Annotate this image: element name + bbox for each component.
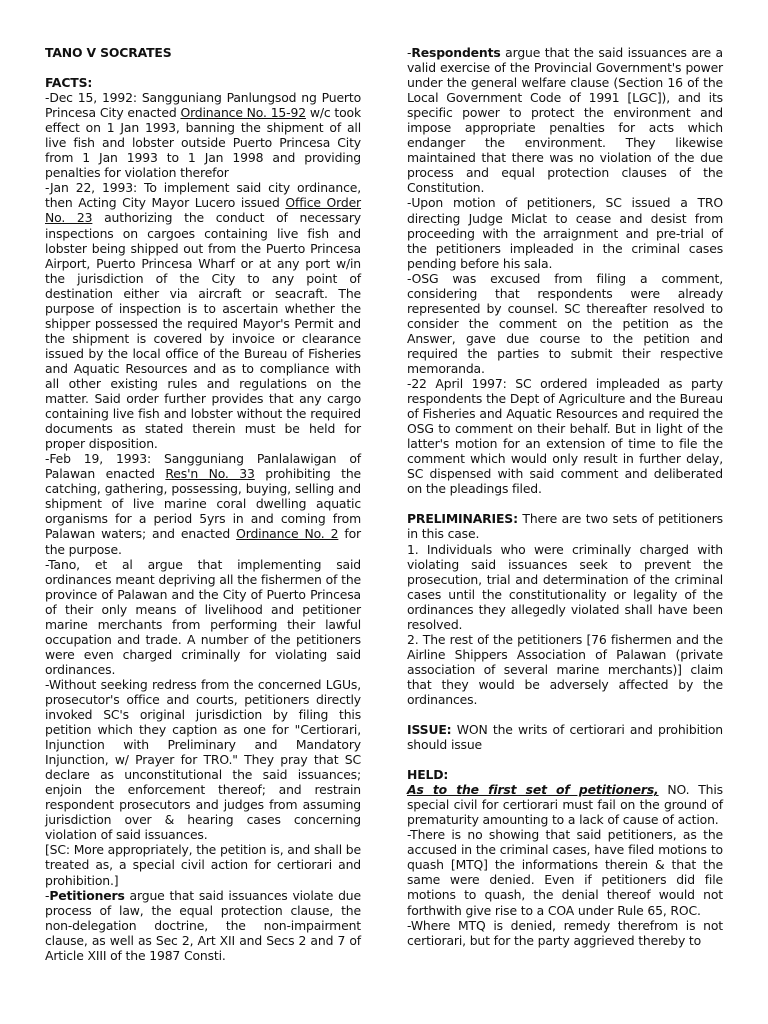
facts-text: authorizing the conduct of necessary inspections on cargoes containing live fish and lobster being shipped out from the Puerto Princesa Airport, Puerto Princesa Wharf or at any port w/in the jurisdiction of the City to any point of destination either via aircraft or seacraft. The purpose of inspection is to ascertain whether the shipper possessed the required Mayor's Permit and the shipment is covered by invoice or clearance issued by the local office of the Bureau of Fisheries and Aquatic Resources and as to compliance with all other existing rules and regulations on the matter. Said order further provides that any cargo containing live fish and lobster without the required documents as stated therein must be held for proper disposition. (45, 210, 361, 452)
preliminaries-item-1: 1. Individuals who were criminally charged with violating said issuances seek to prevent the prosecution, trial and determination of the criminal cases until the constitutionality or legality of the ordinances they allegedly violated shall have been resolved. (407, 541, 723, 632)
issue-text: WON the writs of certiorari and prohibition should issue (407, 722, 723, 753)
facts-paragraph-tro: -Upon motion of petitioners, SC issued a TRO directing Judge Miclat to cease and desist from proceeding with the arraignment and pre-trial of the petitioners impleaded in the criminal cases pending before his sala. (407, 195, 723, 271)
facts-paragraph-resolution-33 (45, 451, 361, 556)
facts-text: argue that the said issuances are a valid exercise of the Provincial Government's power under the general welfare clause (Section 16 of the Local Government Code of 1991 [LGC]), and its specific power to protect the environment and impose appropriate penalties for acts which endanger the environment. They likewise maintained that there was no violation of the due process and equal protection clauses of the Constitution. (407, 45, 723, 196)
facts-text: -Dec 15, 1992: Sangguniang Panlungsod ng Puerto Princesa City enacted (45, 90, 361, 121)
held-paragraph-remedy: -Where MTQ is denied, remedy therefrom is not certiorari, but for the party aggrieved thereby to (407, 917, 723, 948)
document-title: TANO V SOCRATES (45, 45, 172, 60)
ordinance-2-ref: Ordinance No. 2 (236, 526, 339, 542)
facts-paragraph-tano-argument: -Tano, et al argue that implementing said ordinances meant depriving all the fishermen of the province of Palawan and the City of Puerto Princesa of their only means of livelihood and petitioner marine merchants from performing their lawful occupation and trade. A number of the petitioners were even charged criminally for violating said ordinances. (45, 556, 361, 677)
facts-text: w/c took effect on 1 Jan 1993, banning the shipment of all live fish and lobster outside Puerto Princesa City from 1 Jan 1993 to 1 Jan 1998 and providing penalties for violation therefor (45, 105, 361, 181)
issue-paragraph (407, 722, 723, 752)
facts-text: prohibiting the catching, gathering, possessing, buying, selling and shipment of live marine coral dwelling aquatic organisms for a period 5yrs in and coming from Palawan waters; and enacted (45, 466, 361, 542)
preliminaries-label: PRELIMINARIES: (407, 511, 518, 527)
facts-paragraph-sc-note: [SC: More appropriately, the petition is, and shall be treated as, a special civil action for certiorari and prohibition.] (45, 842, 361, 888)
respondents-label: Respondents (411, 45, 501, 60)
issue-label: ISSUE: (407, 722, 452, 738)
first-set-lead: As to the first set of petitioners, (407, 782, 659, 798)
preliminaries-text: There are two sets of petitioners in this case. (407, 511, 723, 542)
facts-paragraph-ordinance-15-92 (45, 90, 361, 180)
facts-text: argue that said issuances violate due process of law, the equal protection clause, the non-delegation doctrine, the non-impairment clause, as well as Sec 2, Art XII and Secs 2 and 7 of Article XIII of the 1987 Consti. (45, 887, 361, 963)
facts-paragraph-april-1997: -22 April 1997: SC ordered impleaded as party respondents the Dept of Agriculture and the Bureau of Fisheries and Aquatic Resources and required the OSG to comment on their behalf. But in light of the latter's motion for an extension of time to file the comment which would only result in further delay, SC dispensed with said comment and deliberated on the pleadings filed. (407, 376, 723, 497)
facts-paragraph-petitioners-argue (45, 888, 361, 963)
facts-heading: FACTS: (45, 75, 93, 91)
petitioners-label: Petitioners (49, 887, 125, 903)
held-text: NO. This special civil for certiorari must fail on the ground of prematurity amounting to a lack of cause of action. (407, 782, 723, 828)
held-paragraph-first-set (407, 782, 723, 827)
left-column (45, 45, 361, 963)
facts-text: - (407, 45, 412, 60)
facts-paragraph-petition: -Without seeking redress from the concerned LGUs, prosecutor's office and courts, petitioners directly invoked SC's original jurisdiction by filing this petition which they caption as one for "Certiorari, Injunction with Preliminary and Mandatory Injunction, w/ Prayer for TRO." They pray that SC declare as unconstitutional the said issuances; enjoin the enforcement thereof; and restrain respondent prosecutors and judges from assuming jurisdiction over & hearing cases concerning violation of said issuances. (45, 676, 361, 843)
facts-text: - (45, 887, 50, 903)
facts-paragraph-office-order (45, 180, 361, 451)
office-order-23-ref: Office Order No. 23 (45, 195, 361, 226)
resolution-33-ref: Res'n No. 33 (165, 466, 255, 482)
held-paragraph-mtq: -There is no showing that said petitioners, as the accused in the criminal cases, have filed motions to quash [MTQ] the informations therein & that the same were denied. Even if petitioners did file motions to quash, the denial thereof would not forthwith give rise to a COA under Rule 65, ROC. (407, 827, 723, 918)
facts-text: -Feb 19, 1993: Sangguniang Panlalawigan of Palawan enacted (45, 451, 361, 482)
preliminaries-paragraph (407, 511, 723, 541)
facts-paragraph-osg: -OSG was excused from filing a comment, considering that respondents were already represented by counsel. SC thereafter resolved to consider the comment on the petition as the Answer, gave due course to the petition and required the parties to submit their respective memoranda. (407, 270, 723, 376)
preliminaries-item-2: 2. The rest of the petitioners [76 fishermen and the Airline Shippers Association of Palawan (private association of several marine merchants)] claim that they would be adversely affected by the ordinances. (407, 631, 723, 707)
facts-text: -Jan 22, 1993: To implement said city ordinance, then Acting City Mayor Lucero issued (45, 180, 361, 211)
right-column (407, 45, 723, 948)
facts-text: for the purpose. (45, 526, 361, 557)
held-heading: HELD: (407, 767, 449, 783)
facts-paragraph-respondents-argue (407, 45, 723, 195)
ordinance-15-92-ref: Ordinance No. 15-92 (180, 105, 306, 121)
